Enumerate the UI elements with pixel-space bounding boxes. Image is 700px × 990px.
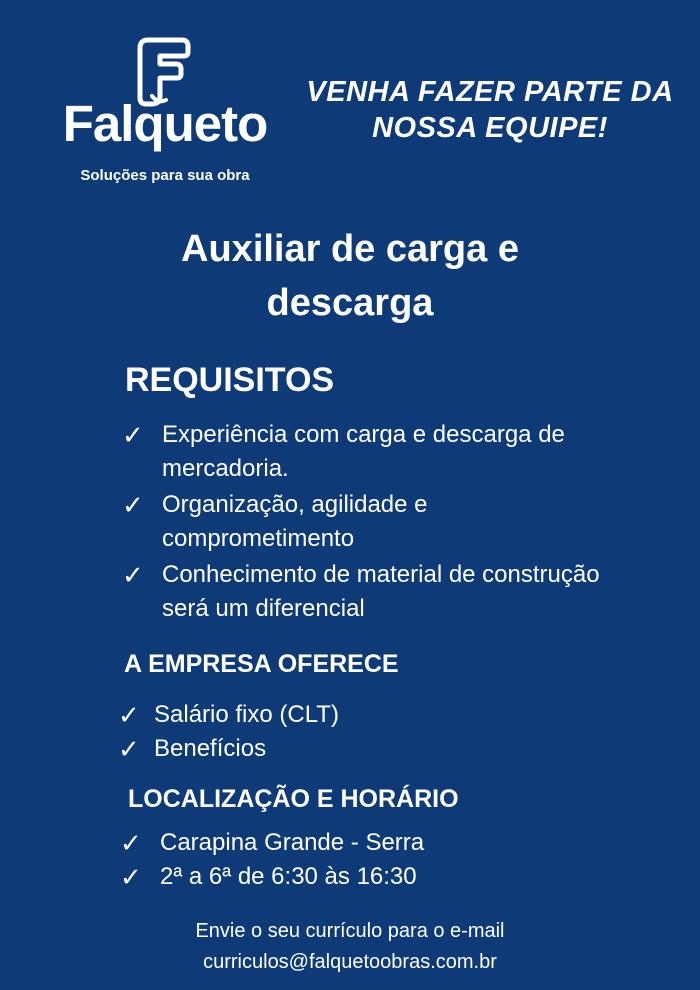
localizacao-text: Carapina Grande - Serra	[160, 829, 425, 856]
check-icon: ✓	[118, 700, 140, 730]
requisito-text: Experiência com carga e descarga de mercadoria.	[162, 421, 565, 482]
localizacao-list	[120, 826, 580, 894]
company-name: Falqueto	[62, 95, 268, 152]
check-icon: ✓	[122, 490, 144, 520]
list-item	[122, 558, 622, 626]
beneficio-text: Benefícios	[154, 735, 267, 762]
horario-text: 2ª a 6ª de 6:30 às 16:30	[160, 863, 417, 890]
list-item	[120, 860, 580, 894]
contact-footer	[100, 916, 600, 978]
contact-email: curriculos@falquetoobras.com.br	[203, 951, 497, 973]
check-icon: ✓	[122, 560, 144, 590]
list-item	[118, 732, 538, 766]
recruitment-slogan: VENHA FAZER PARTE DA NOSSA EQUIPE!	[306, 76, 674, 144]
contact-instruction: Envie o seu currículo para o e-mail	[195, 920, 505, 942]
requisito-text: Organização, agilidade e comprometimento	[162, 491, 428, 552]
requisitos-heading: REQUISITOS	[125, 361, 335, 399]
requisitos-list	[122, 418, 622, 628]
check-icon: ✓	[122, 420, 144, 450]
job-title: Auxiliar de carga e descarga	[181, 228, 519, 324]
check-icon: ✓	[120, 862, 142, 892]
company-tagline: Soluções para sua obra	[80, 167, 250, 184]
list-item	[122, 488, 622, 556]
localizacao-heading: LOCALIZAÇÃO E HORÁRIO	[128, 785, 459, 813]
oferece-list	[118, 698, 538, 766]
check-icon: ✓	[118, 734, 140, 764]
beneficio-text: Salário fixo (CLT)	[154, 701, 339, 728]
list-item	[122, 418, 622, 486]
check-icon: ✓	[120, 828, 142, 858]
list-item	[118, 698, 538, 732]
list-item	[120, 826, 580, 860]
requisito-text: Conhecimento de material de construção será um diferencial	[162, 561, 600, 622]
oferece-heading: A EMPRESA OFERECE	[124, 650, 399, 678]
company-logo	[50, 30, 280, 195]
